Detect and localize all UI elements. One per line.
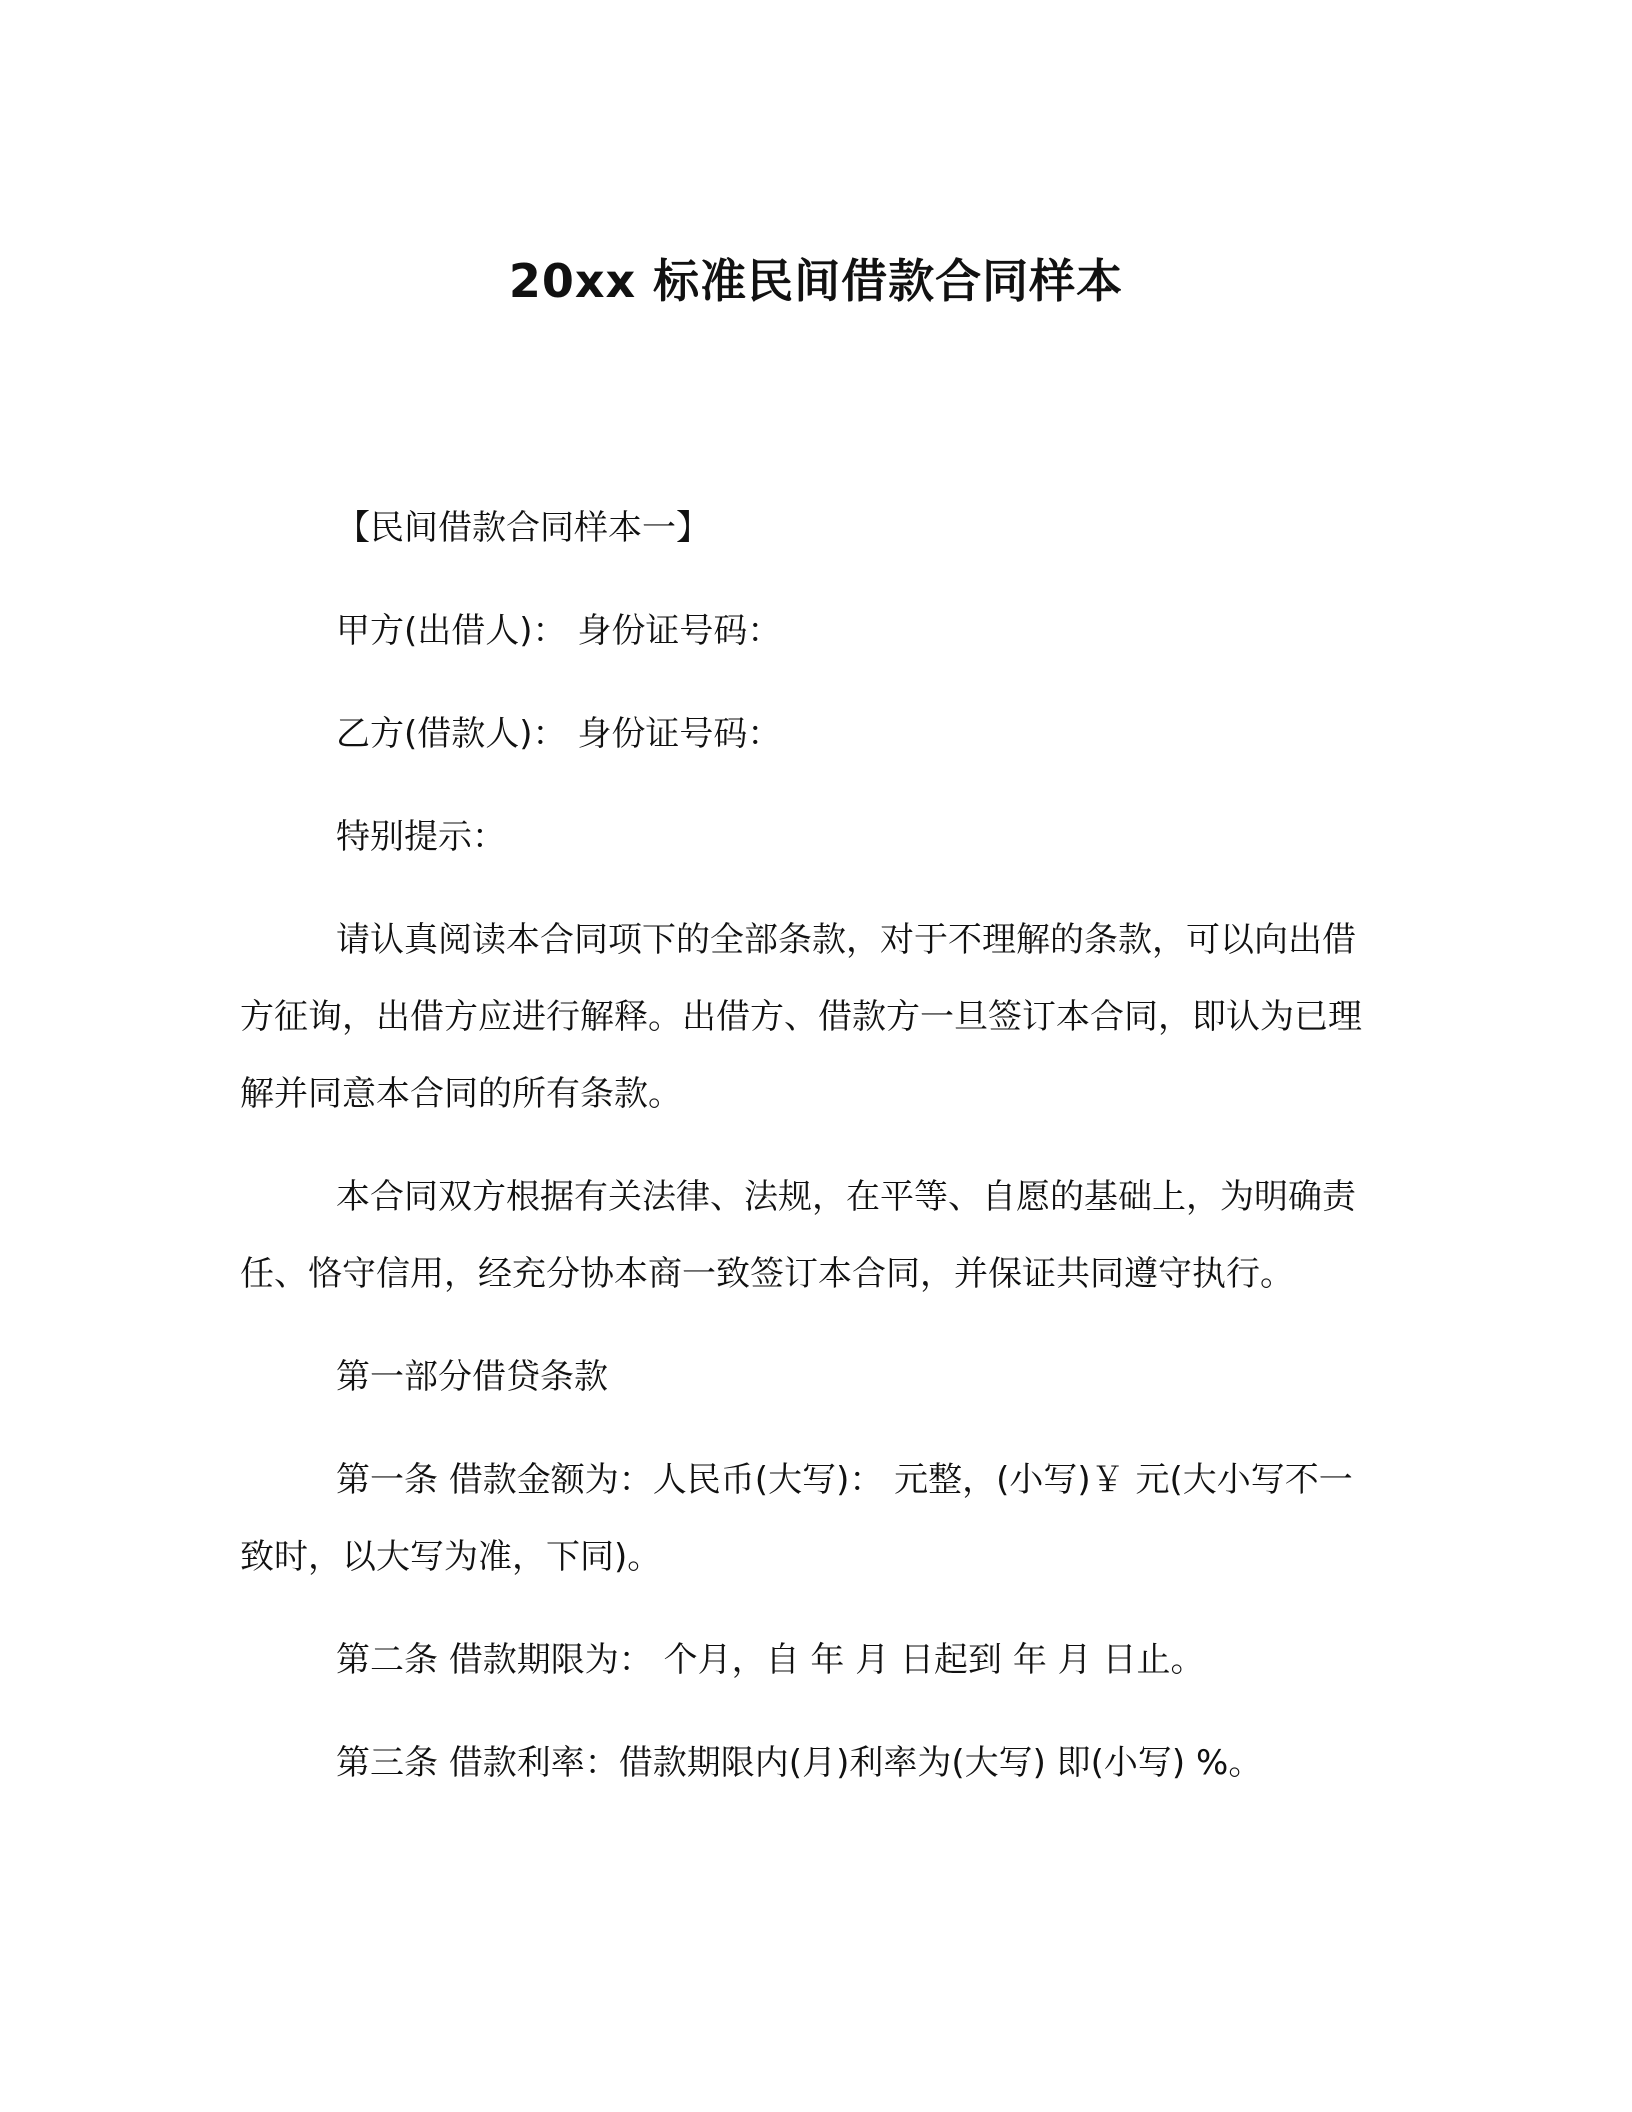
party-b-line: 乙方(借款人)： 身份证号码： xyxy=(336,714,782,754)
article-one: 第一条 借款金额为：人民币(大写)： 元整，(小写)￥ 元(大小写不一致时，以大写为准，下同)。 xyxy=(240,1460,1353,1577)
document-title: 20xx 标准民间借款合同样本 xyxy=(508,253,1124,308)
party-a-line: 甲方(出借人)： 身份证号码： xyxy=(336,611,782,651)
document-body xyxy=(240,490,1370,1828)
article-two: 第二条 借款期限为： 个月，自 年 月 日起到 年 月 日止。 xyxy=(336,1640,1205,1680)
notice-paragraph: 请认真阅读本合同项下的全部条款，对于不理解的条款，可以向出借方征询，出借方应进行解释。出借方、借款方一旦签订本合同，即认为已理解并同意本合同的所有条款。 xyxy=(240,920,1362,1114)
agreement-paragraph: 本合同双方根据有关法律、法规，在平等、自愿的基础上，为明确责任、恪守信用，经充分协本商一致签订本合同，并保证共同遵守执行。 xyxy=(240,1177,1356,1294)
section-heading-sample-one: 【民间借款合同样本一】 xyxy=(336,508,710,548)
part-one-heading: 第一部分借贷条款 xyxy=(336,1357,608,1397)
article-three: 第三条 借款利率：借款期限内(月)利率为(大写) 即(小写) %。 xyxy=(336,1743,1263,1783)
special-notice-label: 特别提示： xyxy=(336,817,506,857)
